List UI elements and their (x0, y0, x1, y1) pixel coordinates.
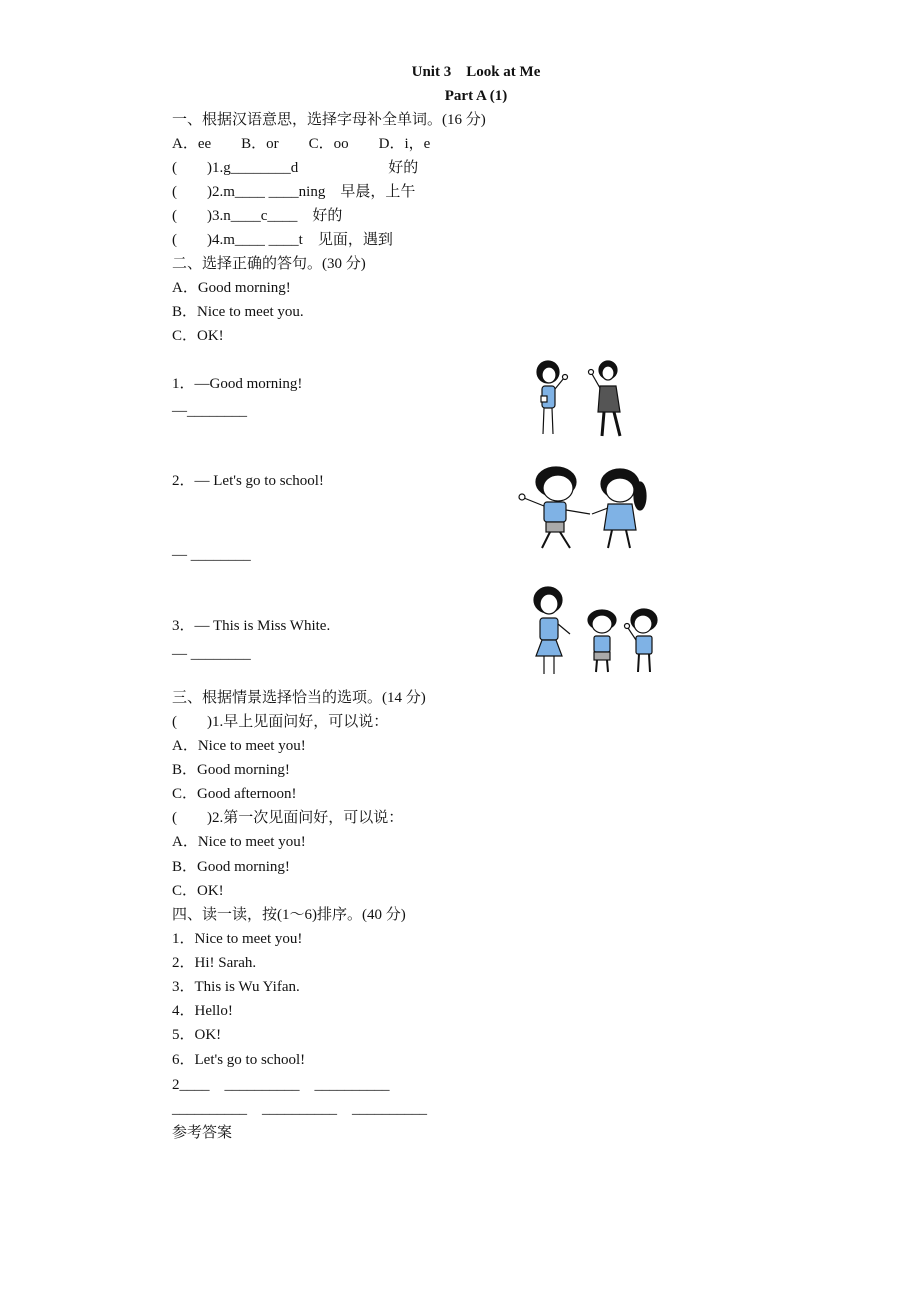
section-2-a2: — ________ (172, 547, 251, 563)
section-1-heading: 一、根据汉语意思，选择字母补全单词。(16 分) (172, 112, 486, 128)
section-4-item-5: 5．OK! (172, 1027, 222, 1043)
section-3-q1: ( )1.早上见面问好，可以说： (172, 714, 389, 730)
section-3-heading: 三、根据情景选择恰当的选项。(14 分) (172, 690, 426, 706)
section-4-heading: 四、读一读，按(1～6)排序。(40 分) (172, 907, 406, 923)
illustration-introducing-teacher (524, 584, 668, 678)
section-1-q4: ( )4.m____ ____t 见面，遇到 (172, 232, 393, 248)
page-title: Unit 3 Look at Me (411, 64, 541, 80)
section-1-options: A．ee B．or C．oo D．i，e (172, 136, 431, 152)
section-2-q1: 1．—Good morning! (172, 376, 303, 392)
section-2-q3: 3．— This is Miss White. (172, 618, 331, 634)
section-3-q1-c: C．Good afternoon! (172, 786, 297, 802)
section-4-answer-row-1: 2____ __________ __________ (172, 1077, 390, 1093)
section-1-q3: ( )3.n____c____ 好的 (172, 208, 343, 224)
section-2-q2: 2．— Let's go to school! (172, 473, 324, 489)
section-2-option-a: A．Good morning! (172, 280, 291, 296)
section-4-item-3: 3．This is Wu Yifan. (172, 979, 300, 995)
answer-key-label: 参考答案 (172, 1125, 233, 1141)
section-3-q2-a: A．Nice to meet you! (172, 834, 306, 850)
section-3-q1-a: A．Nice to meet you! (172, 738, 306, 754)
page-subtitle: Part A (1) (444, 88, 508, 104)
section-4-item-6: 6．Let's go to school! (172, 1052, 306, 1068)
section-3-q1-b: B．Good morning! (172, 762, 290, 778)
section-2-a1: —________ (172, 403, 247, 419)
section-1-q1: ( )1.g________d 好的 (172, 160, 419, 176)
section-1-q2: ( )2.m____ ____ning 早晨，上午 (172, 184, 416, 200)
section-4-item-4: 4．Hello! (172, 1003, 233, 1019)
illustration-going-to-school (516, 464, 656, 554)
section-4-answer-row-2: __________ __________ __________ (172, 1101, 428, 1117)
section-2-a3: — ________ (172, 646, 251, 662)
section-2-option-b: B．Nice to meet you. (172, 304, 304, 320)
section-3-q2-c: C．OK! (172, 883, 224, 899)
section-2-option-c: C．OK! (172, 328, 224, 344)
section-4-item-2: 2．Hi! Sarah. (172, 955, 257, 971)
section-3-q2-b: B．Good morning! (172, 859, 290, 875)
section-4-item-1: 1．Nice to meet you! (172, 931, 303, 947)
illustration-greeting-teacher (528, 356, 640, 440)
section-2-heading: 二、选择正确的答句。(30 分) (172, 256, 366, 272)
section-3-q2: ( )2.第一次见面问好，可以说： (172, 810, 404, 826)
